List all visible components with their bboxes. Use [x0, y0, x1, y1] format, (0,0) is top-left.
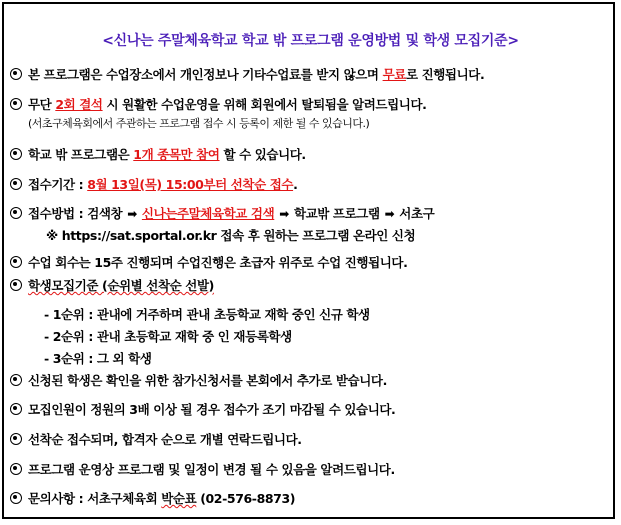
item-text: 본 프로그램은 수업장소에서 개인정보나 기타수업료를 받지 않으며: [28, 67, 383, 82]
highlight-text: 1개 종목만 참여: [133, 147, 220, 162]
contact-phone: (02-576-8873): [196, 491, 296, 506]
fisheye-bullet-icon: [10, 68, 22, 80]
fisheye-bullet-icon: [10, 463, 22, 475]
fisheye-bullet-icon: [10, 256, 22, 268]
item-text: 학생모집기준 (순위별 선착순 선발): [28, 278, 214, 293]
item-text: 무단: [28, 97, 56, 112]
fisheye-bullet-icon: [10, 433, 22, 445]
item-text: 학교밖 프로그램: [293, 206, 380, 221]
item-text: 접수기간 :: [28, 177, 88, 192]
item-text: 로 진행됩니다.: [405, 67, 485, 82]
highlight-text: 무료: [382, 67, 406, 82]
rank-3: - 3순위 : 그 외 학생: [44, 351, 152, 366]
notice-item-method: [10, 204, 434, 222]
item-text: 프로그램 운영상 프로그램 및 일정이 변경 될 수 있음을 알려드립니다.: [28, 462, 395, 477]
fisheye-bullet-icon: [10, 207, 22, 219]
notice-item-contact-order: [10, 430, 302, 448]
right-arrow-icon: ➡: [384, 207, 395, 221]
item-text: 학교 밖 프로그램은: [28, 147, 134, 162]
item-text: 신청된 학생은 확인을 위한 참가신청서를 본회에서 추가로 받습니다.: [28, 373, 387, 388]
item-text: 시 원활한 수업운영을 위해 회원에서 탈퇴됨을 알려드립니다.: [102, 97, 427, 112]
highlight-text: 2회 결석: [55, 97, 103, 112]
item-text: 접수방법 : 검색창: [28, 206, 123, 221]
notice-item-schedule-change: [10, 460, 395, 478]
notice-item-fee: [10, 65, 484, 83]
item-text: 모집인원이 정원의 3배 이상 될 경우 접수가 조기 마감될 수 있습니다.: [28, 402, 396, 417]
fisheye-bullet-icon: [10, 148, 22, 160]
item-text: 선착순 접수되며, 합격자 순으로 개별 연락드립니다.: [28, 432, 302, 447]
fisheye-bullet-icon: [10, 98, 22, 110]
fisheye-bullet-icon: [10, 374, 22, 386]
notice-item-criteria: [10, 276, 214, 294]
item-text: .: [293, 177, 298, 192]
notice-item-inquiry: [10, 489, 295, 507]
notice-item-absence: [10, 95, 426, 113]
contact-name: 박순표: [161, 491, 197, 506]
rank-1: - 1순위 : 관내에 거주하며 관내 초등학교 재학 중인 신규 학생: [44, 307, 370, 322]
item-text: 서초구: [399, 206, 435, 221]
item-text: 할 수 있습니다.: [219, 147, 306, 162]
page-title: <신나는 주말체육학교 학교 밖 프로그램 운영방법 및 학생 모집기준>: [102, 33, 519, 49]
fisheye-bullet-icon: [10, 178, 22, 190]
fisheye-bullet-icon: [10, 403, 22, 415]
fisheye-bullet-icon: [10, 492, 22, 504]
notice-item-application-form: [10, 371, 387, 389]
highlight-text: 신나는주말체육학교 검색: [141, 206, 275, 221]
right-arrow-icon: ➡: [279, 207, 289, 221]
rank-2: - 2순위 : 관내 초등학교 재학 중 인 재등록학생: [44, 329, 292, 344]
right-arrow-icon: ➡: [127, 207, 137, 221]
online-apply-url[interactable]: ※ https://sat.sportal.or.kr 접속 후 원하는 프로그램 온라인 신청: [46, 228, 416, 243]
notice-item-early-close: [10, 400, 395, 418]
item-text: 수업 회수는 15주 진행되며 수업진행은 초급자 위주로 수업 진행됩니다.: [28, 255, 408, 270]
notice-item-weeks: [10, 253, 407, 271]
fisheye-bullet-icon: [10, 279, 22, 291]
notice-item-period: [10, 175, 297, 193]
item-text: 문의사항 : 서초구체육회: [28, 491, 162, 506]
notice-item-one-sport: [10, 145, 306, 163]
highlight-text: 8월 13일(목) 15:00부터 선착순 접수: [87, 177, 294, 192]
absence-note: (서초구체육회에서 주관하는 프로그램 접수 시 등록이 제한 될 수 있습니다.): [28, 117, 370, 130]
